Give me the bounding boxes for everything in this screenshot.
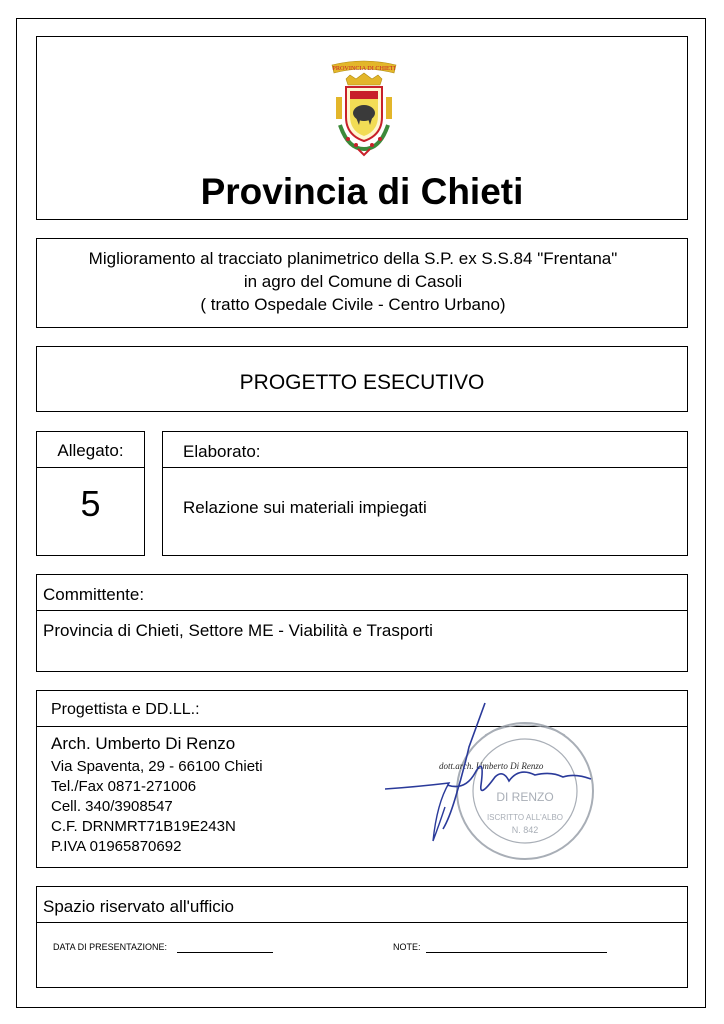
committente-panel [36,574,688,672]
designer-address: Via Spaventa, 29 - 66100 Chieti [51,758,263,775]
allegato-label: Allegato: [57,441,124,460]
header-panel [36,36,688,220]
designer-vat: P.IVA 01965870692 [51,838,182,855]
svg-text:N. 842: N. 842 [511,825,539,835]
committente-value: Provincia di Chieti, Settore ME - Viabilità e Trasporti [43,621,433,640]
project-phase-panel [36,346,688,412]
office-reserved-panel [36,886,688,988]
elaborato-label: Elaborato: [183,442,261,461]
committente-label: Committente: [43,585,145,604]
submission-date-field[interactable] [177,952,273,953]
page-title: Provincia di Chieti [200,171,524,212]
seal-icon [457,723,593,859]
project-phase: PROGETTO ESECUTIVO [239,371,485,394]
divider [163,467,687,468]
divider [37,467,144,468]
designer-cell: Cell. 340/3908547 [51,798,173,815]
svg-text:DI RENZO: DI RENZO [496,790,554,804]
svg-text:ISCRITTO ALL'ALBO: ISCRITTO ALL'ALBO [486,813,564,822]
progettista-panel [36,690,688,868]
office-reserved-label: Spazio riservato all'ufficio [43,897,234,916]
divider [37,610,687,611]
subject-line-3: ( tratto Ospedale Civile - Centro Urbano) [200,295,506,314]
allegato-panel [36,431,145,556]
signature-stamp-icon [385,695,611,863]
subject-line-1: Miglioramento al tracciato planimetrico della S.P. ex S.S.84 "Frentana" [88,249,618,268]
subject-line-2: in agro del Comune di Casoli [243,272,463,291]
signature-stamp-text: dott.arch. Umberto Di Renzo [439,761,544,771]
elaborato-title: Relazione sui materiali impiegati [183,498,427,517]
designer-name: Arch. Umberto Di Renzo [51,734,236,753]
emblem-ribbon-text: PROVINCIA DI CHIETI [332,65,396,72]
progettista-label: Progettista e DD.LL.: [51,701,200,718]
allegato-number: 5 [80,483,101,524]
province-emblem-icon [326,55,402,159]
designer-tel: Tel./Fax 0871-271006 [51,778,197,795]
submission-date-label: DATA DI PRESENTAZIONE: [53,942,168,952]
elaborato-panel [162,431,688,556]
divider [37,922,687,923]
project-subject-panel [36,238,688,328]
notes-field[interactable] [426,952,607,953]
notes-label: NOTE: [393,942,421,952]
designer-tax-code: C.F. DRNMRT71B19E243N [51,818,236,835]
